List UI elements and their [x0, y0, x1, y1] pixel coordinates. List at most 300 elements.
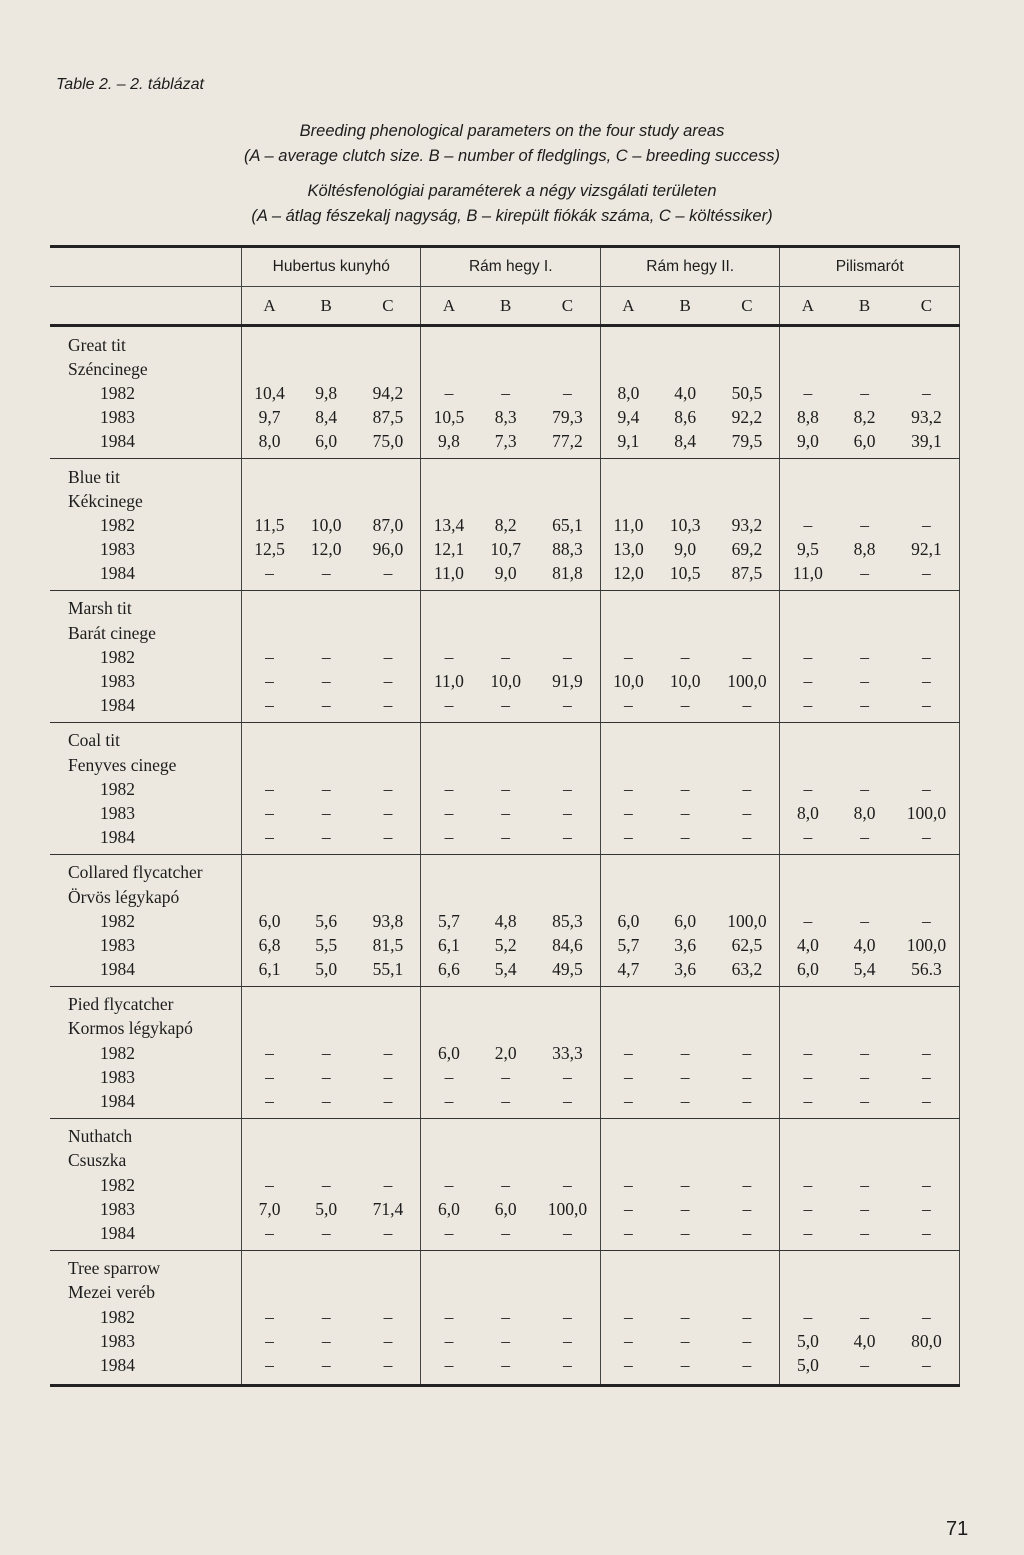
empty-cell [535, 1118, 601, 1149]
empty-cell [714, 621, 780, 645]
value-cell: – [714, 1089, 780, 1118]
value-cell: – [297, 562, 355, 591]
empty-cell [714, 1250, 780, 1281]
value-cell: 10,3 [669, 514, 701, 535]
empty-cell [780, 1118, 835, 1149]
value-cell: – [321, 1042, 331, 1063]
value-cell: 39,1 [894, 430, 960, 459]
empty-cell [355, 722, 421, 753]
empty-cell [421, 722, 476, 753]
value-cell: 6,0 [438, 1042, 460, 1063]
value-cell: 9,5 [796, 539, 819, 560]
value-cell: 56.3 [894, 958, 960, 987]
value-cell: 4,0 [853, 1330, 876, 1351]
breeding-parameters-table [50, 245, 960, 1387]
value-cell: 5,0 [780, 1353, 835, 1385]
empty-cell [780, 986, 835, 1017]
empty-cell [476, 1149, 534, 1173]
empty-cell [600, 1250, 655, 1281]
empty-cell [297, 489, 355, 513]
value-cell: 6,0 [494, 1198, 517, 1219]
empty-cell [535, 1250, 601, 1281]
empty-cell [421, 753, 476, 777]
empty-cell [476, 458, 534, 489]
value-cell: 62,5 [714, 933, 780, 957]
value-cell: 9,4 [617, 407, 640, 428]
value-cell: – [476, 1089, 534, 1118]
value-cell: – [242, 1221, 297, 1250]
year-cell: 1984 [50, 958, 242, 987]
year-cell: 1982 [50, 1173, 242, 1197]
value-cell: – [860, 778, 869, 799]
value-cell: 8,8 [853, 539, 876, 560]
value-cell: 77,2 [535, 430, 601, 459]
value-cell: – [680, 1174, 690, 1195]
value-cell: 10,4 [254, 382, 285, 403]
value-cell: 6,0 [835, 430, 893, 459]
value-cell: 100,0 [535, 1197, 601, 1221]
value-cell: – [355, 1221, 421, 1250]
value-cell: – [321, 1066, 331, 1087]
value-cell: – [624, 778, 633, 799]
value-cell: 69,2 [714, 538, 780, 562]
value-cell: 100,0 [714, 909, 780, 933]
caption-en-legend: (A – average clutch size. B – number of fledglings, C – breeding success) [244, 147, 780, 165]
empty-cell [242, 326, 297, 358]
empty-cell [535, 854, 601, 885]
year-cell: 1982 [50, 513, 242, 537]
value-cell: 93,8 [355, 909, 421, 933]
value-cell: – [421, 826, 476, 855]
species-row [50, 621, 960, 645]
empty-cell [835, 590, 893, 621]
empty-cell [835, 489, 893, 513]
empty-cell [894, 885, 960, 909]
empty-cell [780, 722, 835, 753]
empty-cell [600, 1281, 655, 1305]
value-cell: 5,4 [476, 958, 534, 987]
empty-cell [242, 1118, 297, 1149]
value-cell: – [803, 778, 813, 799]
sub-column-header: A [242, 287, 297, 326]
value-cell: 9,8 [421, 430, 476, 459]
species-name-en: Collared flycatcher [50, 854, 242, 885]
value-cell: 6,1 [242, 958, 297, 987]
value-cell: – [894, 826, 960, 855]
empty-cell [600, 326, 655, 358]
value-cell: – [476, 826, 534, 855]
empty-cell [780, 854, 835, 885]
value-cell: – [444, 382, 454, 403]
empty-cell [355, 986, 421, 1017]
value-cell: – [600, 826, 655, 855]
empty-cell [297, 1281, 355, 1305]
sub-column-header: B [476, 287, 534, 326]
value-cell: – [680, 802, 690, 823]
table-row [50, 1329, 960, 1353]
site-header: Rám hegy I. [421, 247, 600, 287]
value-cell: 100,0 [894, 933, 960, 957]
value-cell: – [803, 1066, 813, 1087]
species-name-en: Great tit [50, 326, 242, 358]
species-row [50, 885, 960, 909]
value-cell: – [860, 1066, 869, 1087]
species-name-hu: Mezei veréb [50, 1281, 242, 1305]
value-cell: 8,4 [315, 407, 338, 428]
value-cell: 93,2 [714, 513, 780, 537]
empty-cell [476, 326, 534, 358]
table-row [50, 1173, 960, 1197]
year-cell: 1983 [50, 1197, 242, 1221]
value-cell: 5,0 [297, 958, 355, 987]
site-header: Pilismarót [780, 247, 960, 287]
empty-cell [780, 621, 835, 645]
value-cell: – [355, 1089, 421, 1118]
value-cell: – [680, 778, 690, 799]
value-cell: – [242, 1353, 297, 1385]
value-cell: – [321, 1306, 331, 1327]
year-cell: 1982 [50, 1305, 242, 1329]
value-cell: 8,0 [796, 802, 819, 823]
value-cell: – [355, 801, 421, 825]
value-cell: – [355, 562, 421, 591]
empty-cell [421, 1281, 476, 1305]
sub-column-header: B [297, 287, 355, 326]
empty-cell [242, 621, 297, 645]
table-row [50, 694, 960, 723]
value-cell: – [321, 1174, 331, 1195]
empty-cell [835, 1118, 893, 1149]
empty-cell [476, 753, 534, 777]
value-cell: – [803, 1042, 813, 1063]
value-cell: – [535, 1221, 601, 1250]
value-cell: – [444, 778, 454, 799]
value-cell: – [501, 802, 511, 823]
empty-cell [780, 885, 835, 909]
empty-cell [894, 722, 960, 753]
empty-cell [421, 326, 476, 358]
year-cell: 1984 [50, 562, 242, 591]
value-cell: 49,5 [535, 958, 601, 987]
empty-cell [421, 854, 476, 885]
empty-cell [355, 590, 421, 621]
value-cell: – [265, 646, 274, 667]
empty-cell [421, 986, 476, 1017]
empty-cell [535, 489, 601, 513]
value-cell: 81,5 [355, 933, 421, 957]
value-cell: – [803, 382, 813, 403]
value-cell: – [680, 1042, 690, 1063]
sub-column-header: C [894, 287, 960, 326]
empty-cell [535, 621, 601, 645]
value-cell: – [476, 1221, 534, 1250]
value-cell: – [501, 778, 511, 799]
value-cell: 50,5 [714, 381, 780, 405]
empty-cell [355, 1250, 421, 1281]
value-cell: 5,6 [315, 910, 338, 931]
value-cell: – [355, 777, 421, 801]
empty-cell [476, 489, 534, 513]
value-cell: – [600, 1089, 655, 1118]
value-cell: 5,4 [835, 958, 893, 987]
empty-cell [714, 753, 780, 777]
value-cell: – [265, 1306, 274, 1327]
table-row [50, 826, 960, 855]
species-row [50, 986, 960, 1017]
value-cell: – [803, 671, 813, 692]
value-cell: – [535, 1329, 601, 1353]
value-cell: – [656, 1353, 714, 1385]
header-blank-cell [50, 247, 242, 287]
value-cell: 8,8 [796, 407, 819, 428]
table-row [50, 1065, 960, 1089]
empty-cell [656, 357, 714, 381]
value-cell: – [355, 826, 421, 855]
value-cell: – [535, 645, 601, 669]
empty-cell [242, 489, 297, 513]
species-row [50, 1118, 960, 1149]
species-name-en: Nuthatch [50, 1118, 242, 1149]
empty-cell [355, 621, 421, 645]
year-cell: 1984 [50, 1353, 242, 1385]
value-cell: – [780, 694, 835, 723]
empty-cell [535, 326, 601, 358]
value-cell: – [860, 671, 869, 692]
value-cell: – [265, 802, 274, 823]
value-cell: – [894, 1041, 960, 1065]
table-row [50, 669, 960, 693]
value-cell: – [600, 1221, 655, 1250]
value-cell: 13,4 [433, 514, 465, 535]
value-cell: 6,0 [674, 910, 697, 931]
value-cell: 13,0 [613, 539, 644, 560]
empty-cell [714, 885, 780, 909]
value-cell: 2,0 [494, 1042, 517, 1063]
value-cell: – [714, 801, 780, 825]
value-cell: – [297, 826, 355, 855]
value-cell: 79,3 [535, 406, 601, 430]
value-cell: – [501, 1330, 511, 1351]
value-cell: – [860, 1174, 869, 1195]
value-cell: – [894, 513, 960, 537]
empty-cell [656, 1118, 714, 1149]
empty-cell [421, 885, 476, 909]
empty-cell [355, 1281, 421, 1305]
empty-cell [535, 986, 601, 1017]
year-cell: 1982 [50, 1041, 242, 1065]
value-cell: – [535, 381, 601, 405]
empty-cell [894, 489, 960, 513]
table-row [50, 430, 960, 459]
value-cell: 100,0 [894, 801, 960, 825]
empty-cell [242, 885, 297, 909]
site-header: Rám hegy II. [600, 247, 779, 287]
value-cell: 10,0 [310, 514, 342, 535]
value-cell: 10,0 [490, 671, 521, 692]
empty-cell [656, 326, 714, 358]
value-cell: – [265, 1042, 274, 1063]
value-cell: – [265, 671, 274, 692]
empty-cell [656, 489, 714, 513]
species-name-hu: Örvös légykapó [50, 885, 242, 909]
empty-cell [535, 753, 601, 777]
value-cell: 8,2 [853, 407, 876, 428]
empty-cell [835, 326, 893, 358]
empty-cell [656, 722, 714, 753]
table-row [50, 1197, 960, 1221]
value-cell: – [835, 1353, 893, 1385]
value-cell: – [624, 1198, 633, 1219]
value-cell: – [355, 1065, 421, 1089]
value-cell: – [860, 382, 869, 403]
year-cell: 1984 [50, 430, 242, 459]
value-cell: – [535, 1353, 601, 1385]
empty-cell [894, 854, 960, 885]
value-cell: – [297, 1221, 355, 1250]
empty-cell [656, 753, 714, 777]
value-cell: – [780, 1089, 835, 1118]
value-cell: – [860, 910, 869, 931]
value-cell: – [803, 1174, 813, 1195]
value-cell: 12,1 [433, 539, 465, 560]
value-cell: 65,1 [535, 513, 601, 537]
value-cell: – [321, 1330, 331, 1351]
species-row [50, 1017, 960, 1041]
value-cell: – [265, 1174, 274, 1195]
empty-cell [656, 986, 714, 1017]
value-cell: – [444, 646, 454, 667]
value-cell: – [501, 1174, 511, 1195]
species-name-hu: Kékcinege [50, 489, 242, 513]
empty-cell [600, 854, 655, 885]
caption-en-title: Breeding phenological parameters on the four study areas [299, 122, 725, 140]
value-cell: 96,0 [355, 538, 421, 562]
table-row [50, 538, 960, 562]
empty-cell [297, 986, 355, 1017]
value-cell: – [680, 1306, 690, 1327]
value-cell: 10,5 [433, 407, 465, 428]
value-cell: – [501, 382, 511, 403]
value-cell: 5,0 [315, 1198, 338, 1219]
empty-cell [355, 885, 421, 909]
value-cell: – [780, 826, 835, 855]
empty-cell [297, 357, 355, 381]
value-cell: 8,0 [242, 430, 297, 459]
value-cell: – [894, 1197, 960, 1221]
species-row [50, 357, 960, 381]
empty-cell [835, 621, 893, 645]
value-cell: 79,5 [714, 430, 780, 459]
empty-cell [894, 590, 960, 621]
empty-cell [297, 1250, 355, 1281]
empty-cell [835, 458, 893, 489]
value-cell: 80,0 [894, 1329, 960, 1353]
value-cell: 71,4 [355, 1197, 421, 1221]
empty-cell [780, 1250, 835, 1281]
value-cell: – [535, 1065, 601, 1089]
empty-cell [835, 722, 893, 753]
empty-cell [297, 885, 355, 909]
year-cell: 1982 [50, 909, 242, 933]
value-cell: 6,8 [258, 934, 281, 955]
table-row [50, 1089, 960, 1118]
value-cell: – [421, 1221, 476, 1250]
species-row [50, 489, 960, 513]
empty-cell [894, 1118, 960, 1149]
empty-cell [242, 1017, 297, 1041]
value-cell: – [714, 777, 780, 801]
table-row [50, 1353, 960, 1385]
year-cell: 1984 [50, 694, 242, 723]
empty-cell [894, 1250, 960, 1281]
value-cell: – [297, 694, 355, 723]
empty-cell [421, 621, 476, 645]
empty-cell [714, 1281, 780, 1305]
value-cell: 3,6 [674, 934, 697, 955]
value-cell: – [265, 1066, 274, 1087]
empty-cell [355, 458, 421, 489]
value-cell: 9,7 [258, 407, 281, 428]
empty-cell [421, 1118, 476, 1149]
value-cell: 6,0 [780, 958, 835, 987]
value-cell: 75,0 [355, 430, 421, 459]
value-cell: – [535, 1173, 601, 1197]
value-cell: – [321, 778, 331, 799]
page-number: 71 [946, 1518, 969, 1540]
value-cell: – [714, 826, 780, 855]
value-cell: – [860, 1042, 869, 1063]
value-cell: – [535, 1089, 601, 1118]
sub-column-header: A [421, 287, 476, 326]
species-name-en: Marsh tit [50, 590, 242, 621]
table-row [50, 645, 960, 669]
empty-cell [656, 1281, 714, 1305]
empty-cell [656, 458, 714, 489]
empty-cell [297, 1149, 355, 1173]
species-name-hu: Széncinege [50, 357, 242, 381]
value-cell: 5,2 [494, 934, 517, 955]
value-cell: – [860, 514, 869, 535]
empty-cell [714, 1118, 780, 1149]
empty-cell [297, 621, 355, 645]
value-cell: 6,1 [438, 934, 460, 955]
empty-cell [242, 753, 297, 777]
year-cell: 1983 [50, 933, 242, 957]
empty-cell [656, 590, 714, 621]
empty-cell [780, 458, 835, 489]
value-cell: 63,2 [714, 958, 780, 987]
value-cell: 81,8 [535, 562, 601, 591]
header-blank-cell [50, 287, 242, 326]
value-cell: 4,0 [853, 934, 876, 955]
empty-cell [476, 1250, 534, 1281]
value-cell: 8,2 [494, 514, 517, 535]
value-cell: – [355, 1353, 421, 1385]
value-cell: – [624, 802, 633, 823]
value-cell: 10,0 [669, 671, 701, 692]
empty-cell [835, 854, 893, 885]
value-cell: – [444, 802, 454, 823]
year-cell: 1982 [50, 777, 242, 801]
value-cell: – [894, 669, 960, 693]
empty-cell [894, 1149, 960, 1173]
empty-cell [355, 489, 421, 513]
value-cell: – [535, 777, 601, 801]
value-cell: – [242, 694, 297, 723]
species-name-hu: Csuszka [50, 1149, 242, 1173]
sub-column-header: C [355, 287, 421, 326]
value-cell: – [265, 778, 274, 799]
